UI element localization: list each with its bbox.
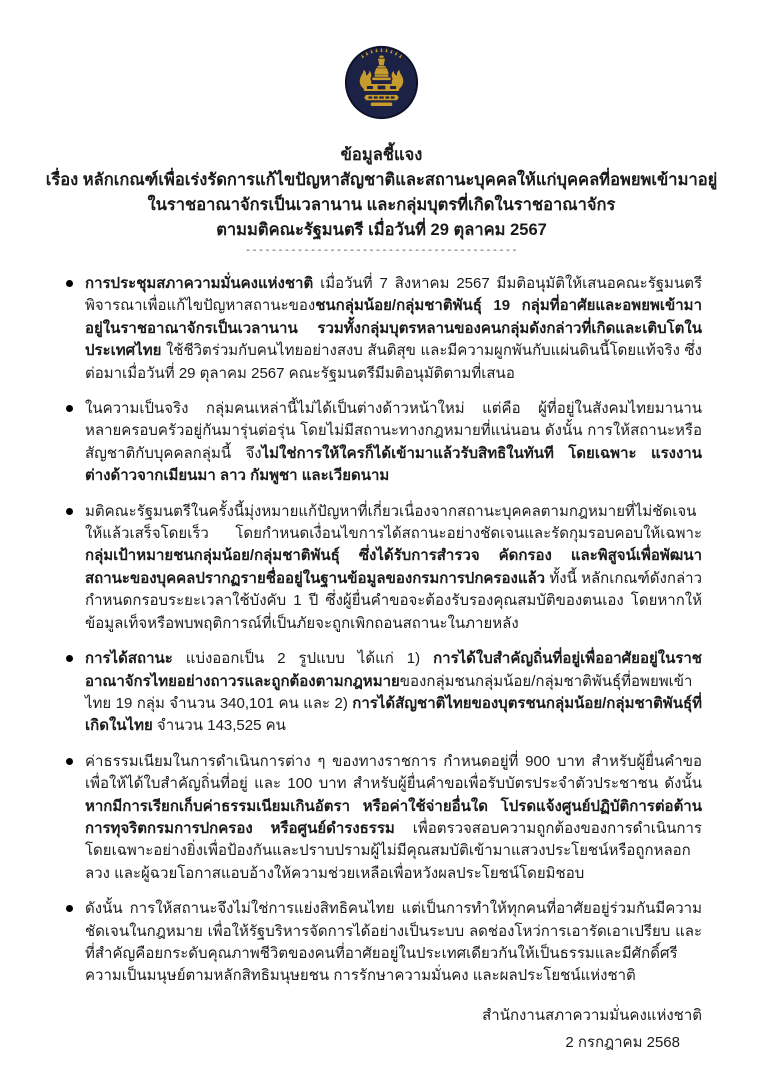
text-run: การประชุมสภาความมั่นคงแห่งชาติ xyxy=(85,275,314,292)
paragraph-text xyxy=(85,753,702,882)
bullet-icon xyxy=(66,905,73,912)
title-block xyxy=(0,143,763,243)
seal-container xyxy=(0,0,763,126)
bullet-paragraph-1 xyxy=(66,273,702,385)
text-run: จำนวน 143,525 คน xyxy=(152,717,286,735)
signature-block xyxy=(66,1002,702,1056)
bullet-icon xyxy=(66,758,73,765)
signing-organization: สำนักงานสภาความมั่นคงแห่งชาติ xyxy=(482,1006,702,1024)
bullet-paragraph-6 xyxy=(66,898,702,988)
text-run: หากมีการเรียกเก็บค่าธรรมเนียมเกินอัตรา หรือค่าใช้จ่ายอื่นใด โปรดแจ้งศูนย์ปฏิบัติการต่อต้านการทุจริตกรมการปกครอง หรือศูนย์ดำรงธรรม xyxy=(85,797,702,837)
document-title: ข้อมูลชี้แจง xyxy=(340,146,423,164)
bullet-icon xyxy=(66,655,73,662)
bullet-list xyxy=(66,273,702,988)
text-run: การได้สัญชาติไทยของบุตรชนกลุ่มน้อย/กลุ่มชาติพันธุ์ที่เกิดในไทย xyxy=(85,694,702,735)
bullet-icon xyxy=(66,508,73,515)
bullet-paragraph-5 xyxy=(66,751,702,885)
dashed-divider: ------------------------------------------ xyxy=(244,246,519,257)
text-run: ในความเป็นจริง กลุ่มคนเหล่านี้ไม่ได้เป็นต่างด้าวหน้าใหม่ แต่คือ ผู้ที่อยู่ในสังคมไทยมานาน หลายครอบครัวอยู่กันมารุ่นต่อรุ่น โดยไม่มีสถานะทางกฎหมายที่แน่นอน ดังนั้น การให้สถานะหรือสัญชาติกับบุคคลกลุ่มนี้ จึง xyxy=(85,400,702,462)
text-run: มติคณะรัฐมนตรีในครั้งนี้มุ่งหมายแก้ปัญหาที่เกี่ยวเนื่องจากสถานะบุคคลตามกฎหมายที่ไม่ชัดเจนให้แล้วเสร็จโดยเร็ว โดยกำหนดเงื่อนไขการได้สถานะอย่างชัดเจนและรัดกุมรอบคอบให้เฉพาะ xyxy=(85,502,702,543)
text-run: การได้ใบสำคัญถิ่นที่อยู่เพื่ออาศัยอยู่ในราชอาณาจักรไทยอย่างถาวรและถูกต้องตามกฎหมาย xyxy=(85,650,702,690)
text-run: ค่าธรรมเนียมในการดำเนินการต่าง ๆ ของทางราชการ กำหนดอยู่ที่ 900 บาท สำหรับผู้ยื่นคำขอเพื่อให้ได้ใบสำคัญถิ่นที่อยู่ และ 100 บาท สำหรับผู้ยื่นคำขอเพื่อรับบัตรประจำตัวประชาชน ดังนั้น xyxy=(85,752,702,793)
text-run: ชนกลุ่มน้อย/กลุ่มชาติพันธุ์ 19 กลุ่มที่อาศัยและอพยพเข้ามาอยู่ในราชอาณาจักรเป็นเวลานาน รวมทั้งกลุ่มบุตรหลานของคนกลุ่มดังกล่าวที่เกิดและเติบโตในประเทศไทย xyxy=(85,297,702,360)
bullet-icon xyxy=(66,280,73,287)
text-run: ใช้ชีวิตร่วมกับคนไทยอย่างสงบ สันติสุข และมีความผูกพันกับแผ่นดินนี้โดยแท้จริง ซึ่งต่อมาเมื่อวันที่ 29 ตุลาคม 2567 คณะรัฐมนตรีมีมติอนุมัติตามที่เสนอ xyxy=(85,342,702,382)
subject-line-3: ตามมติคณะรัฐมนตรี เมื่อวันที่ 29 ตุลาคม 2567 xyxy=(216,221,547,239)
subject-line-2: ในราชอาณาจักรเป็นเวลานาน และกลุ่มบุตรที่เกิดในราชอาณาจักร xyxy=(147,196,616,214)
text-run: ดังนั้น การให้สถานะจึงไม่ใช่การแย่งสิทธิคนไทย แต่เป็นการทำให้ทุกคนที่อาศัยอยู่ร่วมกันมีความชัดเจนในกฎหมาย เพื่อให้รัฐบริหารจัดการได้อย่างเป็นระบบ ลดช่องโหว่การเอารัดเอาเปรียบ และที่สำคัญคือยกระดับคุณภาพชีวิตของคนที่อาศัยอยู่ในประเทศเดียวกันให้เป็นธรรมและมีศักดิ์ศรีความเป็นมนุษย์ตามหลักสิทธิมนุษยชน การรักษาความมั่นคง และผลประโยชน์แห่งชาติ xyxy=(85,900,702,985)
document-body xyxy=(66,273,702,988)
text-run: การได้สถานะ xyxy=(85,650,173,668)
subject-line-1: เรื่อง หลักเกณฑ์เพื่อเร่งรัดการแก้ไขปัญหาสัญชาติและสถานะบุคคลให้แก่บุคคลที่อพยพเข้ามาอยู่ xyxy=(45,171,718,189)
text-run: เมื่อวันที่ 7 สิงหาคม 2567 มีมติอนุมัติให้เสนอคณะรัฐมนตรีพิจารณาเพื่อแก้ไขปัญหาสถานะของ xyxy=(85,275,702,315)
text-run: เพื่อตรวจสอบความถูกต้องของการดำเนินการ โดยเฉพาะอย่างยิ่งเพื่อป้องกันและปราบปรามผู้ไม่มีคุณสมบัติเข้ามาแสวงประโยชน์หรือถูกหลอกลวง และผู้ฉวยโอกาสแอบอ้างให้ความช่วยเหลือเพื่อหวังผลประโยชน์โดยมิชอบ xyxy=(85,819,702,882)
text-run: ของกลุ่มชนกลุ่มน้อย/กลุ่มชาติพันธุ์ที่อพยพเข้าไทย 19 กลุ่ม จำนวน 340,101 คน และ 2) xyxy=(85,672,693,712)
paragraph-text xyxy=(85,650,702,734)
text-run: ทั้งนี้ หลักเกณฑ์ดังกล่าวกำหนดกรอบระยะเวลาใช้บังคับ 1 ปี ซึ่งผู้ยื่นคำขอจะต้องรับรองคุณสมบัติของตนเอง โดยหากให้ข้อมูลเท็จหรือพบพฤติการณ์ที่เป็นภัยจะถูกเพิกถอนสถานะในภายหลัง xyxy=(85,569,702,632)
royal-thai-government-seal-icon xyxy=(343,44,420,121)
bullet-paragraph-3 xyxy=(66,501,702,635)
paragraph-text xyxy=(85,275,702,382)
document-date: 2 กรกฎาคม 2568 xyxy=(565,1033,680,1051)
text-run: แบ่งออกเป็น 2 รูปแบบ ได้แก่ 1) xyxy=(172,650,434,668)
text-run: กลุ่มเป้าหมายชนกลุ่มน้อย/กลุ่มชาติพันธุ์ ซึ่งได้รับการสำรวจ คัดกรอง และพิสูจน์เพื่อพัฒนาสถานะของบุคคลปรากฏรายชื่ออยู่ในฐานข้อมูลของกรมการปกครองแล้ว xyxy=(85,547,702,587)
bullet-paragraph-2 xyxy=(66,398,702,488)
paragraph-text xyxy=(85,900,702,984)
text-run: ไม่ใช่การให้ใครก็ได้เข้ามาแล้วรับสิทธิในทันที โดยเฉพาะ แรงงานต่างด้าวจากเมียนมา ลาว กัมพูชา และเวียดนาม xyxy=(85,444,702,485)
bullet-icon xyxy=(66,405,73,412)
paragraph-text xyxy=(85,503,702,632)
bullet-paragraph-4 xyxy=(66,648,702,738)
paragraph-text xyxy=(85,400,702,484)
